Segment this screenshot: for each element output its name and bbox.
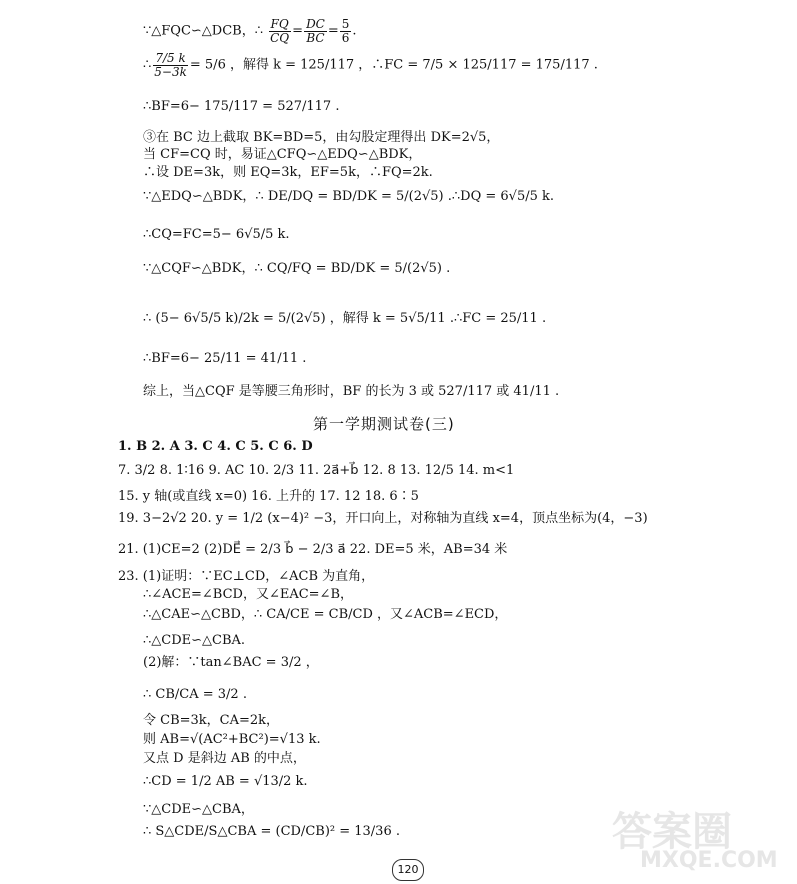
solution-line-11: ∴BF=6− 25/11 = 41/11 .	[143, 351, 307, 366]
answer-row-6: 23. (1)证明：∵EC⊥CD，∠ACB 为直角，	[118, 569, 375, 584]
solution-line-7: ∵△EDQ∽△BDK，∴ DE/DQ = BD/DK = 5/(2√5) .∴DQ = 6√5/5 k.	[143, 189, 555, 204]
solution-line-2: ∴ $\frac{7/5 k}{5-3k}$ = 5/6 ，解得 k = 125/117 ，∴FC = 7/5 × 125/117 = 175/117 .	[143, 51, 598, 79]
solution-line-8: ∴CQ=FC=5− 6√5/5 k.	[143, 227, 290, 242]
section-heading: 第一学期测试卷(三)	[313, 415, 455, 433]
answer-row-5: 21. (1)CE=2 (2)DE⃗ = 2/3 b⃗ − 2/3 a⃗ 22. DE=5 米，AB=34 米	[118, 542, 508, 557]
answer-row-1: 1. B 2. A 3. C 4. C 5. C 6. D	[118, 439, 313, 454]
answer-row-11: ∴ CB/CA = 3/2 .	[143, 687, 247, 702]
watermark-url: MXQE.COM	[640, 848, 778, 873]
answer-row-15: ∴CD = 1/2 AB = √13/2 k.	[143, 774, 308, 789]
solution-line-12: 综上，当△CQF 是等腰三角形时，BF 的长为 3 或 527/117 或 41/11 .	[143, 384, 560, 399]
answer-row-7: ∴∠ACE=∠BCD，又∠EAC=∠B，	[143, 587, 353, 602]
solution-line-6: ∴设 DE=3k，则 EQ=3k，EF=5k，∴FQ=2k.	[143, 165, 433, 180]
answer-row-3: 15. y 轴(或直线 x=0) 16. 上升的 17. 12 18. 6∶5	[118, 489, 419, 504]
answer-row-14: 又点 D 是斜边 AB 的中点，	[143, 751, 306, 766]
solution-line-10: ∴ (5− 6√5/5 k)/2k = 5/(2√5) ，解得 k = 5√5/11 .∴FC = 25/11 .	[143, 311, 547, 326]
answer-row-12: 令 CB=3k，CA=2k，	[143, 713, 280, 728]
solution-line-9: ∵△CQF∽△BDK，∴ CQ/FQ = BD/DK = 5/(2√5) .	[143, 261, 451, 276]
answer-row-10: (2)解：∵tan∠BAC = 3/2 ，	[143, 655, 319, 670]
answer-row-4: 19. 3−2√2 20. y = 1/2 (x−4)² −3，开口向上，对称轴为直线 x=4，顶点坐标为(4，−3)	[118, 511, 648, 526]
answer-row-2: 7. 3/2 8. 1∶16 9. AC 10. 2/3 11. 2a⃗+b⃗ 12. 8 13. 12/5 14. m<1	[118, 463, 515, 478]
solution-line-3: ∴BF=6− 175/117 = 527/117 .	[143, 99, 340, 114]
watermark-logo: 答案圈	[612, 809, 732, 855]
answer-row-13: 则 AB=√(AC²+BC²)=√13 k.	[143, 732, 321, 747]
answer-row-9: ∴△CDE∽△CBA.	[143, 633, 246, 648]
solution-line-5: 当 CF=CQ 时，易证△CFQ∽△EDQ∽△BDK，	[143, 147, 422, 162]
answer-row-16: ∵△CDE∽△CBA，	[143, 802, 254, 817]
answer-row-17: ∴ S△CDE/S△CBA = (CD/CB)² = 13/36 .	[143, 824, 400, 839]
answer-row-8: ∴△CAE∽△CBD，∴ CA/CE = CB/CD ，又∠ACB=∠ECD，	[143, 607, 508, 622]
page-number: 120	[392, 859, 424, 881]
solution-line-4: ③在 BC 边上截取 BK=BD=5，由勾股定理得出 DK=2√5，	[143, 130, 500, 145]
solution-line-1: ∵△FQC∽△DCB，∴ $\frac{FQ}{CQ}$ = $\frac{DC}{BC}$ = $\frac{5}{6}$ .	[143, 17, 357, 45]
